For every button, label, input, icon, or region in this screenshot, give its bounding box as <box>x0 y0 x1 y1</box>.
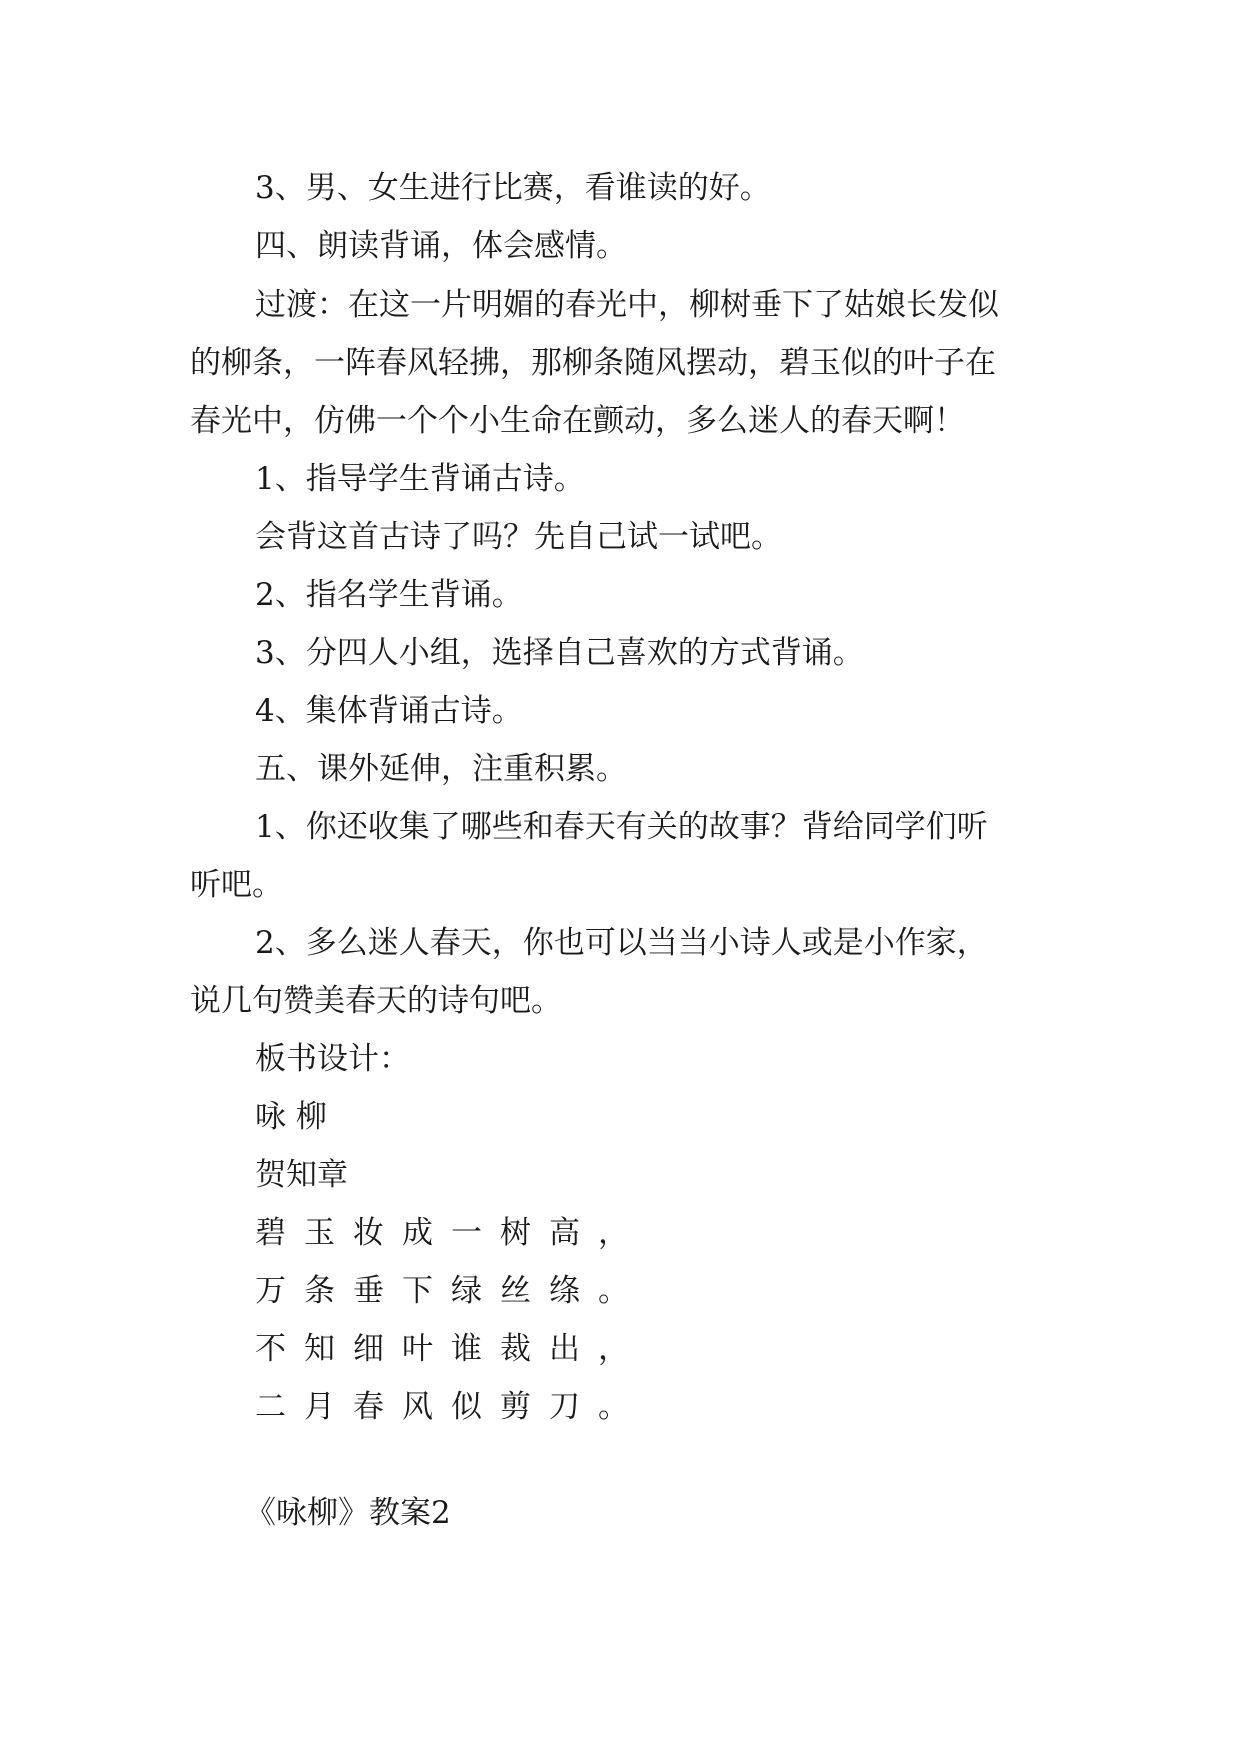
poem-line: 万条垂下绿丝绦。 <box>255 1273 647 1309</box>
paragraph-line: 过渡：在这一片明媚的春光中，柳树垂下了姑娘长发似 <box>255 287 999 323</box>
board-design-label: 板书设计： <box>255 1041 410 1077</box>
step-line: 4、集体背诵古诗。 <box>255 693 523 729</box>
poem-title: 咏 柳 <box>255 1099 327 1135</box>
paragraph-line: 春光中，仿佛一个个小生命在颤动，多么迷人的春天啊！ <box>190 403 965 439</box>
step-line: 2、指名学生背诵。 <box>255 577 523 613</box>
paragraph-line: 的柳条，一阵春风轻拂，那柳条随风摆动，碧玉似的叶子在 <box>190 345 996 381</box>
section-heading: 五、课外延伸，注重积累。 <box>255 751 627 787</box>
section-heading: 四、朗读背诵，体会感情。 <box>255 228 627 264</box>
section-title: 《咏柳》教案2 <box>245 1495 451 1531</box>
paragraph-line: 听吧。 <box>190 867 283 903</box>
step-line: 3、分四人小组，选择自己喜欢的方式背诵。 <box>255 635 864 671</box>
poem-line: 碧玉妆成一树高， <box>255 1215 647 1251</box>
paragraph-line: 1、你还收集了哪些和春天有关的故事？背给同学们听 <box>255 809 988 845</box>
poem-line: 二月春风似剪刀。 <box>255 1389 647 1425</box>
poem-line: 不知细叶谁裁出， <box>255 1331 647 1367</box>
step-line: 1、指导学生背诵古诗。 <box>255 461 585 497</box>
paragraph-line: 2、多么迷人春天，你也可以当当小诗人或是小作家， <box>255 925 988 961</box>
poem-author: 贺知章 <box>255 1157 348 1193</box>
paragraph-line: 说几句赞美春天的诗句吧。 <box>190 983 562 1019</box>
step-line: 3、男、女生进行比赛，看谁读的好。 <box>255 170 771 206</box>
paragraph-line: 会背这首古诗了吗？先自己试一试吧。 <box>255 519 782 555</box>
